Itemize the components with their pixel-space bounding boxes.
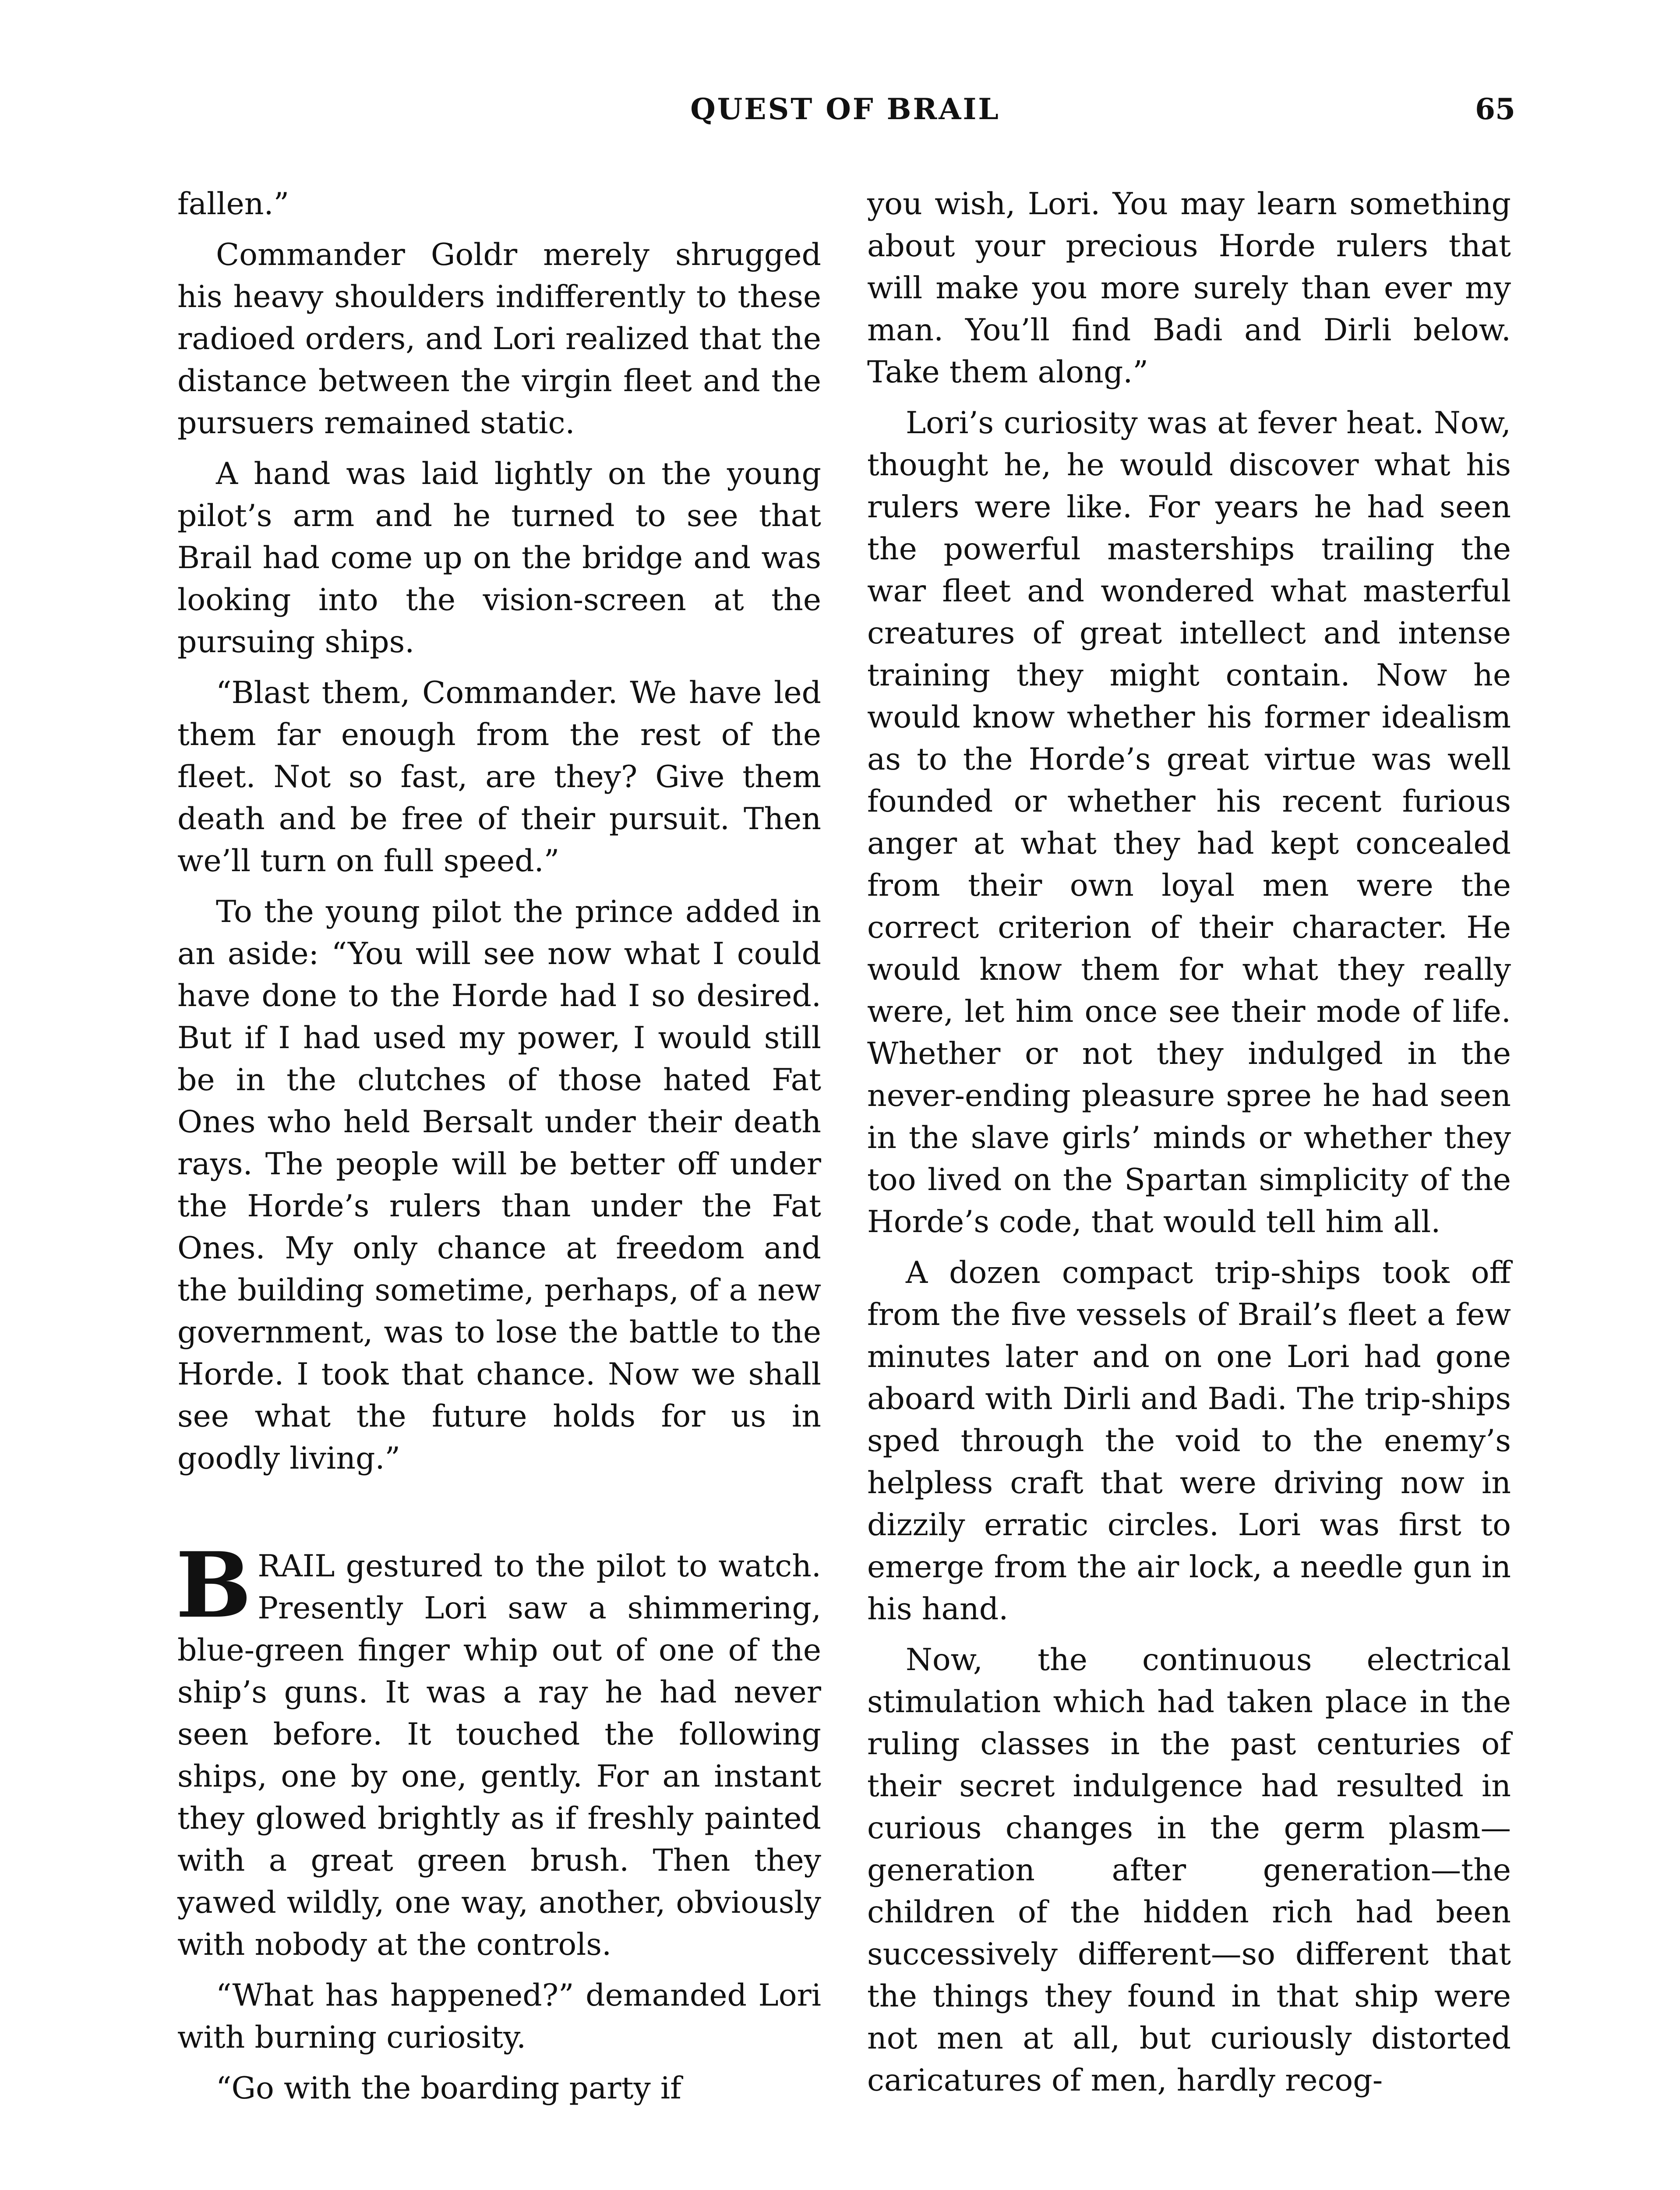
paragraph: Lori’s curiosity was at fever heat. Now, thought he, he would discover what his rulers were like. For years he had seen the powerful masterships trailing the war fleet and wondered what masterful creatures of great intellect and intense training they might contain. Now he would know whether his former idealism as to the Horde’s great virtue was well founded or whether his recent furious anger at what they had kept concealed from their own loyal men were the correct criterion of their character. He would know them for what they really were, let him once see their mode of life. Whether or not they indulged in the never-ending pleasure spree he had seen in the slave girls’ minds or whether they too lived on the Spartan simplicity of the Horde’s code, that would tell him all. bbox=[867, 405, 1511, 1240]
left-column bbox=[177, 183, 821, 2118]
paragraph: “Blast them, Commander. We have led them far enough from the rest of the fleet. Not so fast, are they? Give them death and be free of their pursuit. Then we’ll turn on full speed.” bbox=[177, 675, 821, 879]
running-title: QUEST OF BRAIL bbox=[690, 92, 1000, 126]
paragraph: Commander Goldr merely shrugged his heavy shoulders indifferently to these radioed orders, and Lori realized that the distance between the virgin fleet and the pursuers remained static. bbox=[177, 237, 821, 441]
page-number: 65 bbox=[1475, 92, 1515, 126]
paragraph: you wish, Lori. You may learn something about your precious Horde rulers that will make you more surely than ever my man. You’ll find Badi and Dirli below. Take them along.” bbox=[867, 186, 1511, 390]
paragraph: fallen.” bbox=[177, 186, 289, 222]
paragraph: A hand was laid lightly on the young pilot’s arm and he turned to see that Brail had come up on the bridge and was looking into the vision-screen at the pursuing ships. bbox=[177, 456, 821, 660]
drop-cap: B bbox=[176, 1533, 252, 1638]
paragraph: A dozen compact trip-ships took off from the five vessels of Brail’s fleet a few minutes later and on one Lori had gone aboard with Dirli and Badi. The trip-ships sped through the void to the enemy’s helpless craft that were driving now in dizzily erratic circles. Lori was first to emerge from the air lock, a needle gun in his hand. bbox=[867, 1255, 1511, 1627]
small-caps-lead: RAIL bbox=[258, 1548, 335, 1584]
paragraph: Now, the continuous electrical stimulation which had taken place in the ruling classes in the past centuries of their secret indulgence had resulted in curious changes in the germ plasm—generation after generation—the children of the hidden rich had been successively different—so different that the things they found in that ship were not men at all, but curiously distorted caricatures of men, hardly recog- bbox=[867, 1642, 1511, 2098]
paragraph: “What has happened?” demanded Lori with burning curiosity. bbox=[177, 1978, 821, 2055]
paragraph-text: gestured to the pilot to watch. Presently Lori saw a shimmering, blue-green finger whip out of one of the ship’s guns. It was a ray he had never seen before. It touched the following ships, one by one, gently. For an instant they glowed brightly as if freshly painted with a great green brush. Then they yawed wildly, one way, another, obviously with nobody at the controls. bbox=[177, 1548, 821, 1962]
paragraph: To the young pilot the prince added in an aside: “You will see now what I could have done to the Horde had I so desired. But if I had used my power, I would still be in the clutches of those hated Fat Ones who held Bersalt under their death rays. The people will be better off under the Horde’s rulers than under the Fat Ones. My only chance at freedom and the building sometime, perhaps, of a new government, was to lose the battle to the Horde. I took that chance. Now we shall see what the future holds for us in goodly living.” bbox=[177, 894, 821, 1476]
paragraph: “Go with the boarding party if bbox=[216, 2070, 681, 2106]
right-column bbox=[867, 183, 1511, 2110]
page-header bbox=[175, 92, 1515, 145]
section-opening-paragraph bbox=[176, 1533, 821, 1966]
